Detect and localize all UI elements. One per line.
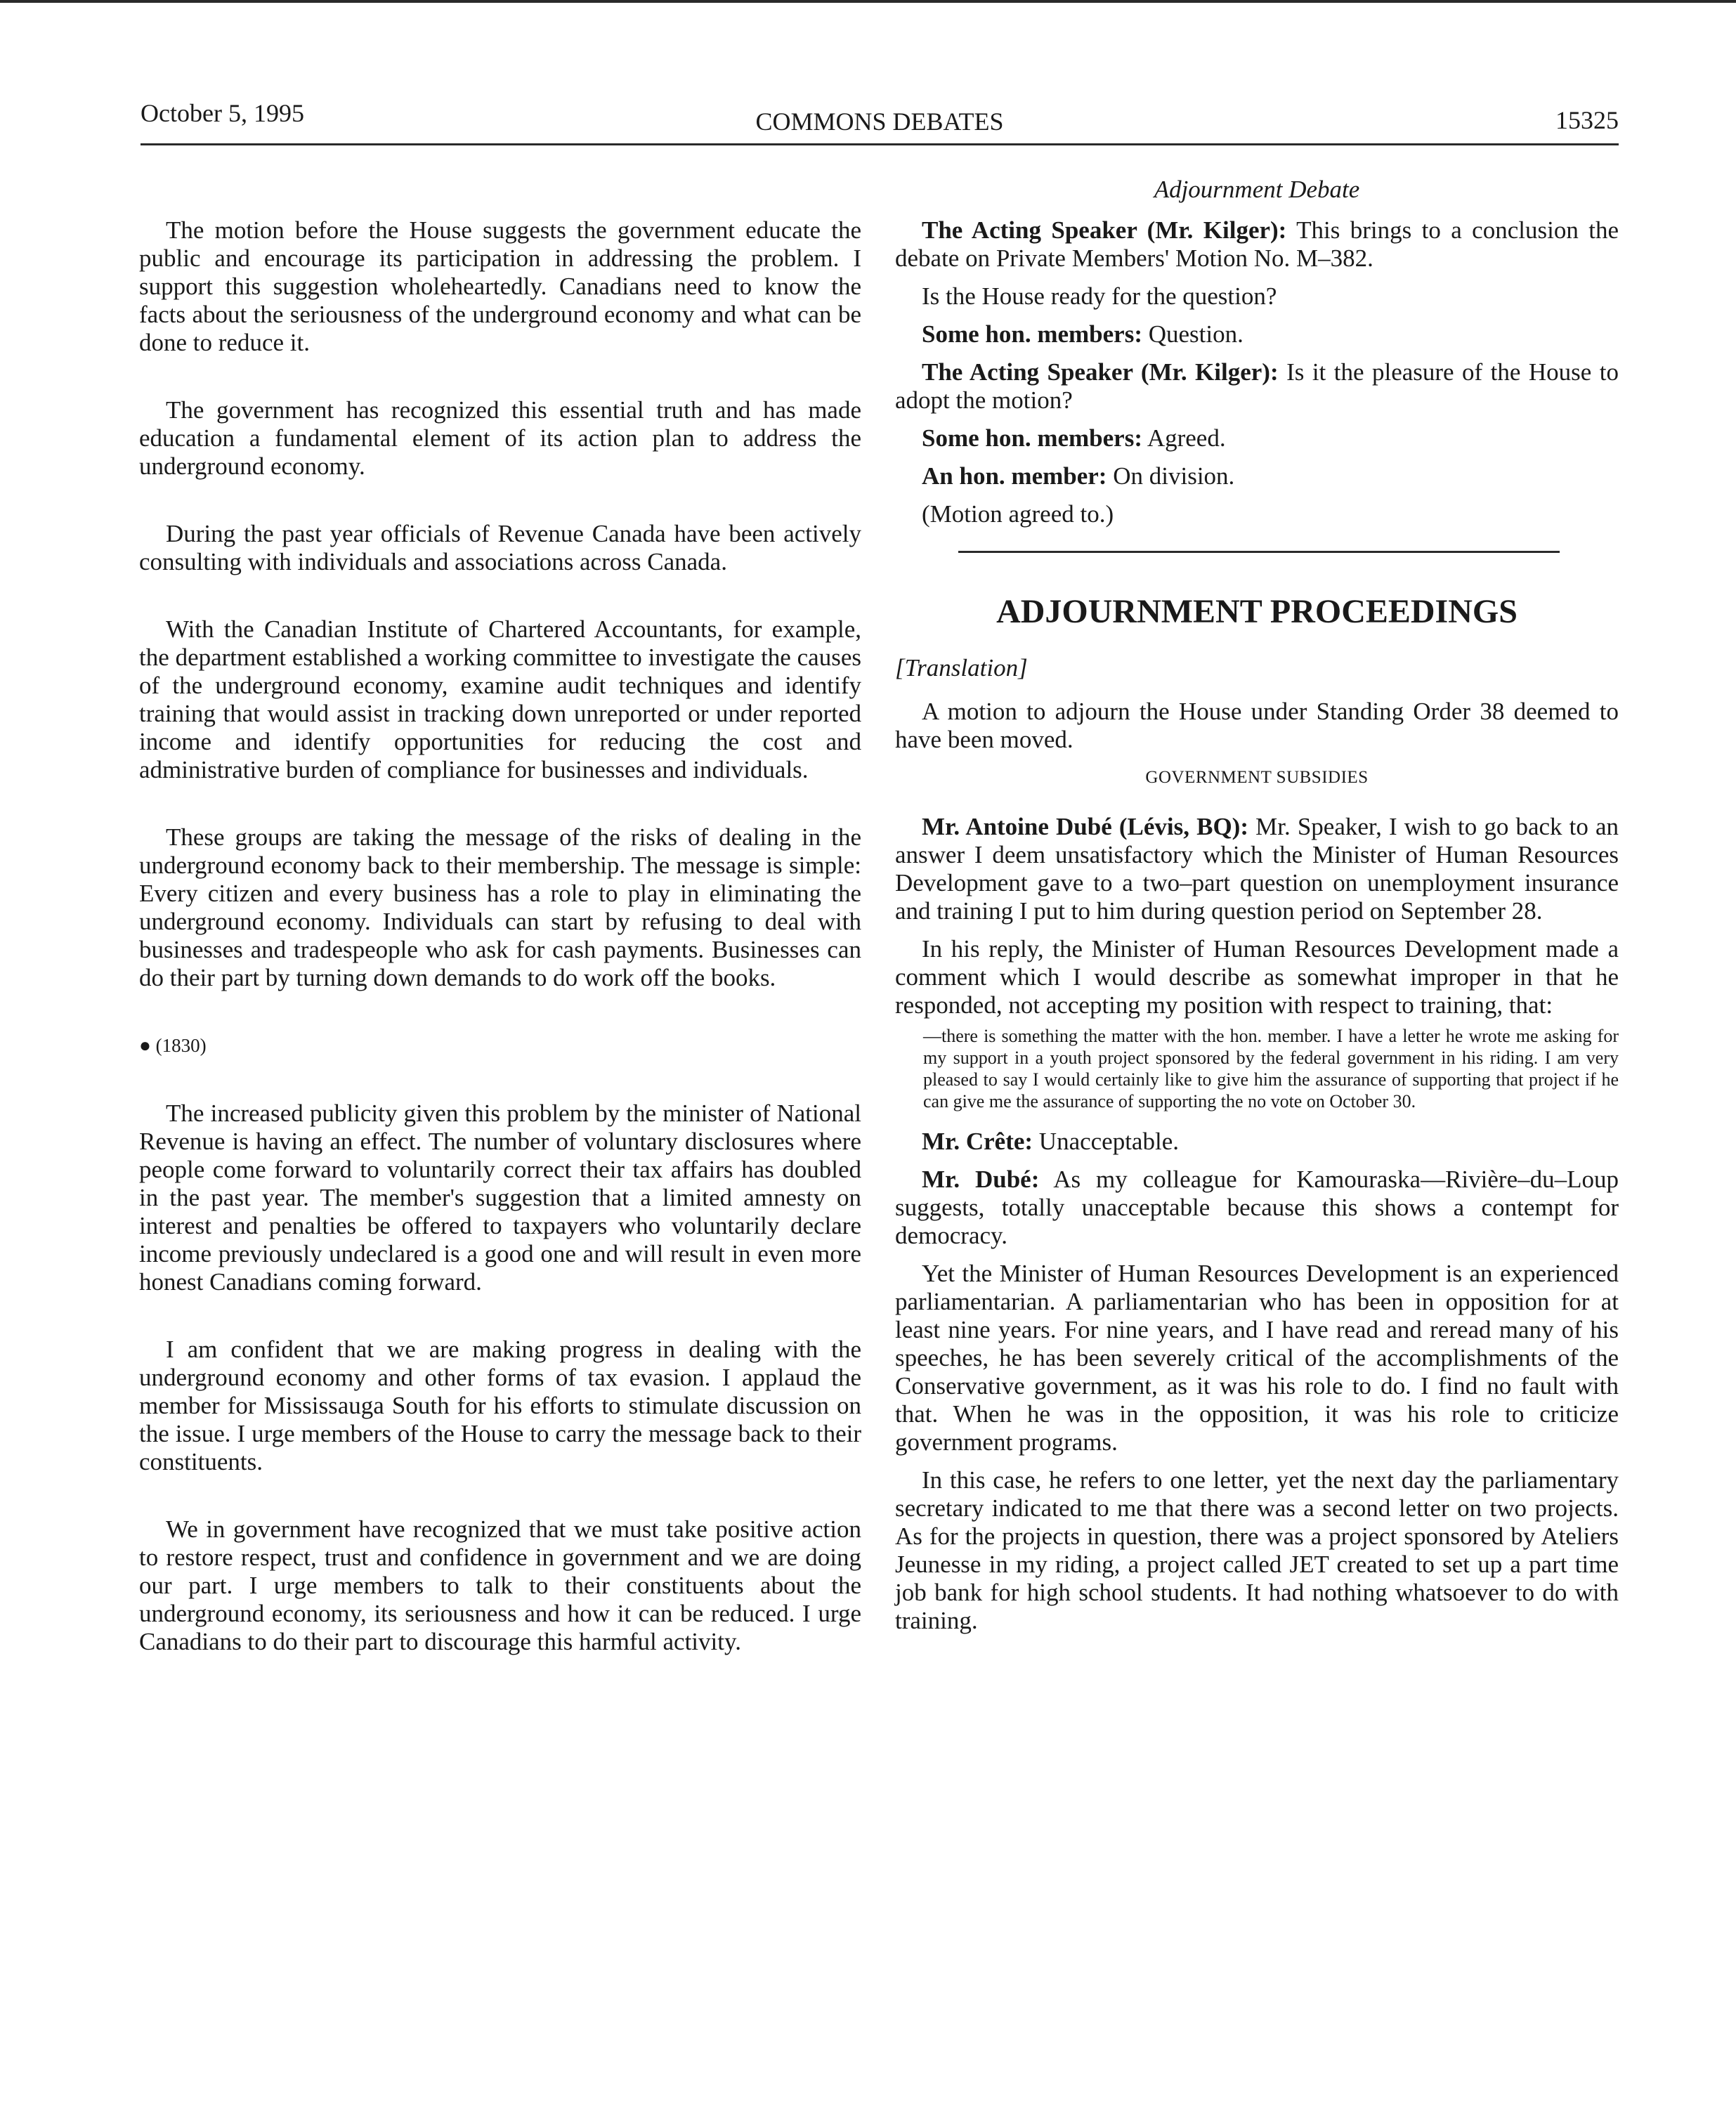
speaker-name: Some hon. members: xyxy=(922,424,1142,452)
speech-text: Unacceptable. xyxy=(1038,1128,1179,1155)
subheading: GOVERNMENT SUBSIDIES xyxy=(1145,768,1369,787)
top-border-rule xyxy=(0,0,1736,3)
speech-dube-1 xyxy=(895,813,1619,925)
translation-marker: [Translation] xyxy=(895,654,1028,682)
speech-acting-speaker-1 xyxy=(895,216,1619,273)
left-paragraph-2: The government has recognized this essential truth and has made education a fundamental element of its action plan to address the underground economy. xyxy=(139,396,861,480)
speaker-name: An hon. member: xyxy=(922,462,1107,490)
speaker-name: The Acting Speaker (Mr. Kilger): xyxy=(922,216,1287,244)
running-head: Adjournment Debate xyxy=(1154,176,1360,203)
left-paragraph-4: With the Canadian Institute of Chartered Accountants, for example, the department established a working committee to investigate the causes of the underground economy, examine audit techniques and identify training that would assist in tracking down unreported or under reported income and identify opportunities for reducing the cost and administrative burden of compliance for businesses and individuals. xyxy=(139,615,861,783)
left-paragraph-5: These groups are taking the message of the risks of dealing in the underground economy back to their membership. The message is simple: Every citizen and every business has a role to play in eliminating the underground economy. Individuals can start by refusing to deal with businesses and tradespeople who ask for cash payments. Businesses can do their part by turning down demands to do work off the books. xyxy=(139,823,861,991)
speech-dube-3 xyxy=(895,1166,1619,1250)
speaker-name: Mr. Antoine Dubé (Lévis, BQ): xyxy=(922,813,1248,840)
left-paragraph-1: The motion before the House suggests the government educate the public and encourage its participation in addressing the problem. I support this suggestion wholeheartedly. Canadians need to know the facts about the seriousness of the underground economy and what can be done to reduce it. xyxy=(139,216,861,356)
timestamp-text: (1830) xyxy=(155,1035,207,1056)
speech-text: Question. xyxy=(1148,320,1244,348)
speech-text: Mr. Speaker, I wish to go back to an answer I deem unsatisfactory which the Minister of Human Resources Development gave to a two–part question on unemployment insurance and training I put to him during question period on September 28. xyxy=(895,813,1619,925)
speech-text: Is it the pleasure of the House to adopt the motion? xyxy=(895,358,1619,414)
header-title: COMMONS DEBATES xyxy=(755,107,1004,136)
speaker-name: Some hon. members: xyxy=(922,320,1142,348)
speaker-name: Mr. Dubé: xyxy=(922,1166,1040,1193)
speech-text: This brings to a conclusion the debate on Private Members' Motion No. M–382. xyxy=(895,216,1619,272)
motion-paragraph: A motion to adjourn the House under Standing Order 38 deemed to have been moved. xyxy=(895,698,1619,753)
left-paragraph-8: We in government have recognized that we must take positive action to restore respect, trust and confidence in government and we are doing our part. I urge members to talk to their constituents about the underground economy, its seriousness and how it can be reduced. I urge Canadians to do their part to discourage this harmful activity. xyxy=(139,1515,861,1655)
speech-text: As my colleague for Kamouraska—Rivière–du–Loup suggests, totally unacceptable because this shows a contempt for democracy. xyxy=(895,1166,1619,1249)
header-page-number: 15325 xyxy=(1555,106,1619,134)
speech-dube-4: Yet the Minister of Human Resources Development is an experienced parliamentarian. A parliamentarian who has been in opposition for at least nine years. For nine years, and I have read and reread many of his speeches, he has been severely critical of the accomplishments of the Conservative government, as it was his role to do. I find no fault with that. When he was in the opposition, it was his role to criticize government programs. xyxy=(895,1260,1619,1456)
speech-member-division xyxy=(895,462,1619,490)
right-column xyxy=(895,176,1619,1645)
speech-members-agreed xyxy=(895,424,1619,452)
header-date: October 5, 1995 xyxy=(141,99,304,127)
left-column xyxy=(139,176,861,1695)
section-separator xyxy=(958,551,1560,553)
speech-dube-2: In his reply, the Minister of Human Resources Development made a comment which I would describe as somewhat improper in that he responded, not accepting my position with respect to training, that: xyxy=(895,935,1619,1019)
page-header xyxy=(141,98,1619,141)
left-paragraph-6: The increased publicity given this problem by the minister of National Revenue is having an effect. The number of voluntary disclosures where people come forward to voluntarily correct their tax affairs has doubled in the past year. The member's suggestion that a limited amnesty on interest and penalties be offered to taxpayers who voluntarily declare income previously undeclared is a good one and will result in even more honest Canadians coming forward. xyxy=(139,1100,861,1296)
speech-crete xyxy=(895,1128,1619,1156)
header-rule xyxy=(141,143,1619,145)
speech-question: Is the House ready for the question? xyxy=(922,282,1277,310)
speech-members-question xyxy=(895,320,1619,348)
left-paragraph-7: I am confident that we are making progress in dealing with the underground economy and other forms of tax evasion. I applaud the member for Mississauga South for his efforts to stimulate discussion on the issue. I urge members of the House to carry the message back to their constituents. xyxy=(139,1336,861,1475)
block-quote: —there is something the matter with the hon. member. I have a letter he wrote me asking for my support in a youth project sponsored by the federal government in his riding. I am very pleased to say I would certainly like to give him the assurance of supporting that project if he can give me the assurance of supporting the no vote on October 30. xyxy=(923,1026,1619,1111)
motion-agreed: (Motion agreed to.) xyxy=(922,500,1114,528)
speech-text: On division. xyxy=(1113,462,1235,490)
section-heading: ADJOURNMENT PROCEEDINGS xyxy=(996,593,1518,630)
timestamp-marker xyxy=(139,1031,861,1060)
left-paragraph-3: During the past year officials of Revenue Canada have been actively consulting with individuals and associations across Canada. xyxy=(139,520,861,575)
bullet-icon: ● xyxy=(139,1035,151,1057)
speech-acting-speaker-2 xyxy=(895,358,1619,415)
speech-text: Agreed. xyxy=(1147,424,1226,452)
speaker-name: The Acting Speaker (Mr. Kilger): xyxy=(922,358,1279,386)
speaker-name: Mr. Crête: xyxy=(922,1128,1033,1155)
speech-dube-5: In this case, he refers to one letter, yet the next day the parliamentary secretary indicated to me that there was a second letter on two projects. As for the projects in question, there was a project sponsored by Ateliers Jeunesse in my riding, a project called JET created to set up a part time job bank for high school students. It had nothing whatsoever to do with training. xyxy=(895,1466,1619,1634)
